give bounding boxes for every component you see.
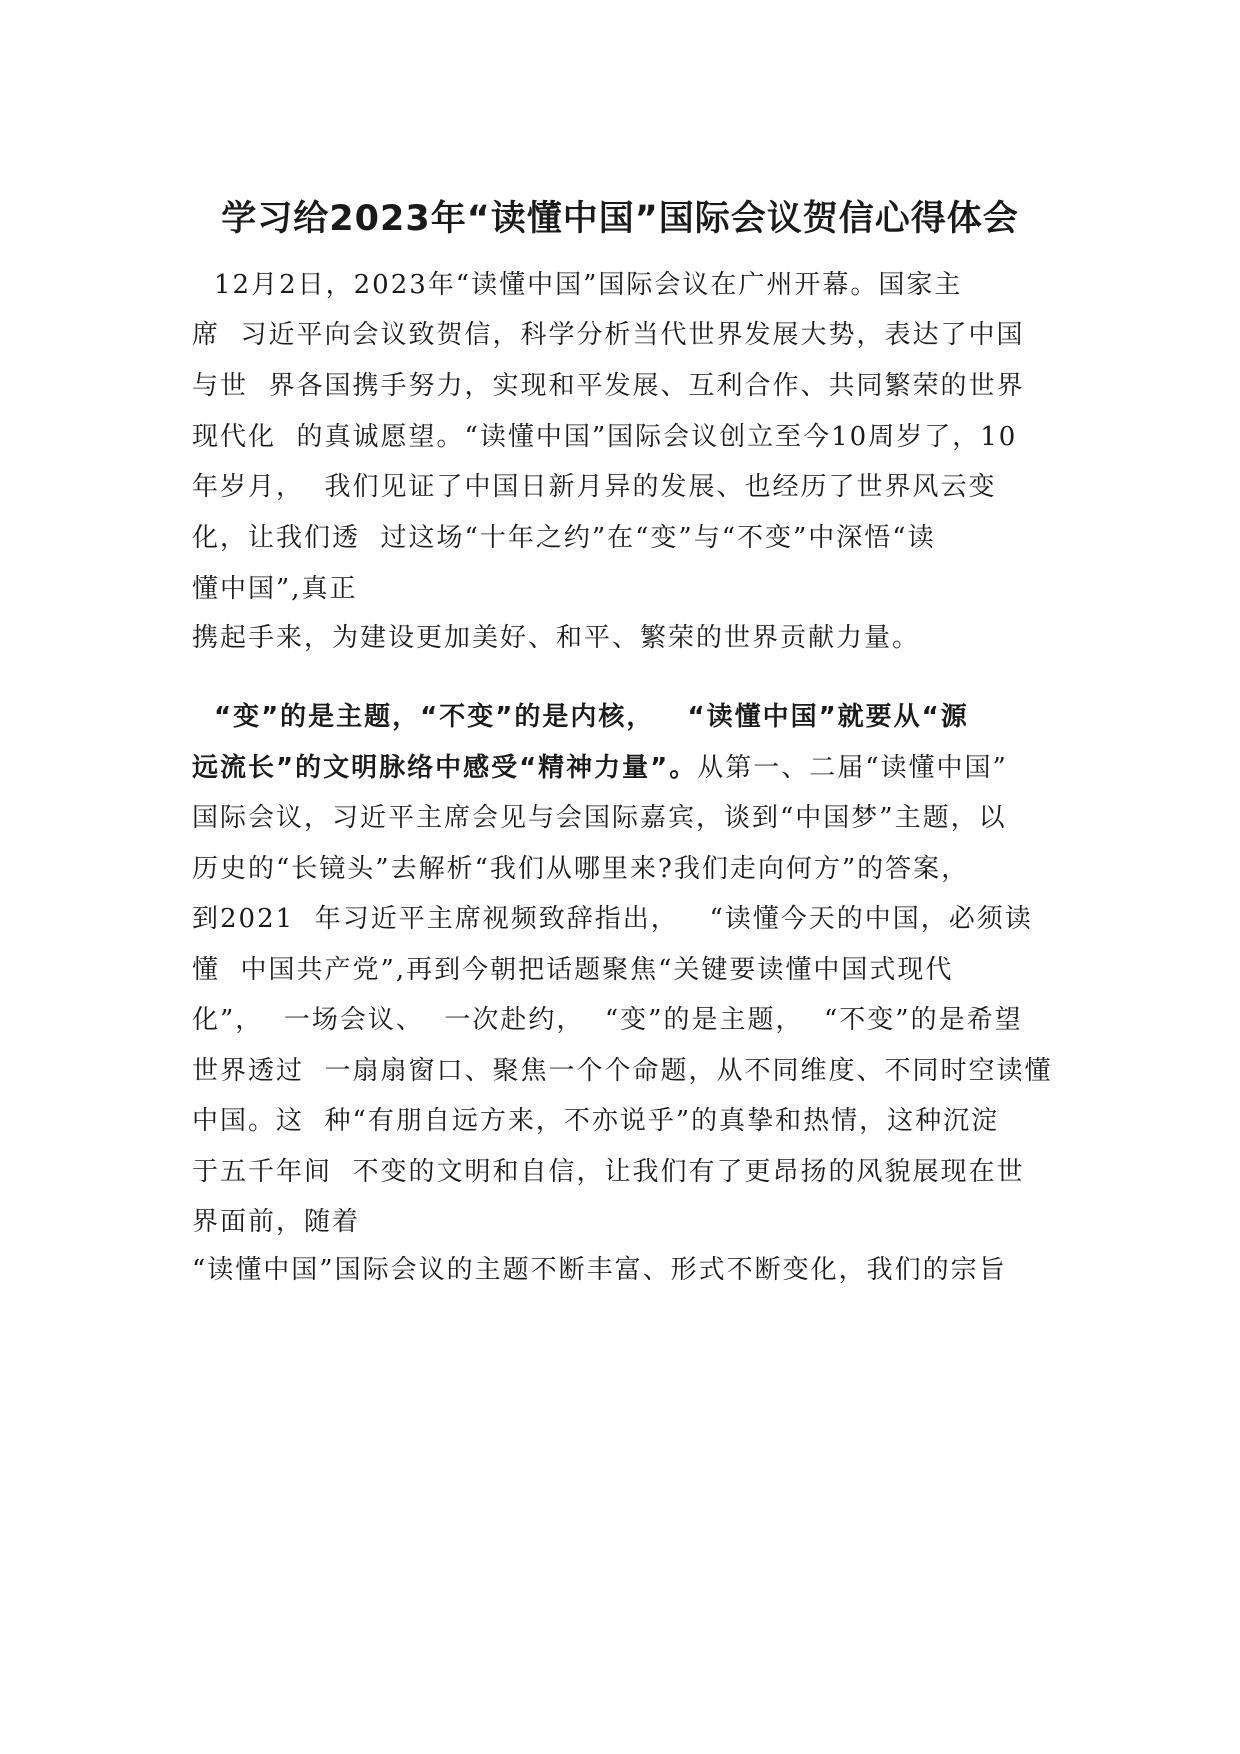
paragraph-line: 世界透过 一扇扇窗口、聚焦一个个命题，从不同维度、不同时空读懂: [192, 1056, 1053, 1086]
paragraph-line: [192, 751, 1008, 785]
paragraph-line: 于五千年间 不变的文明和自信，让我们有了更昂扬的风貌展现在世: [192, 1157, 1025, 1187]
paragraph-span: 从第一、二届“读懂中国”: [697, 753, 1008, 783]
paragraph-line: 中国。这 种“有朋自远方来，不亦说乎”的真挚和热情，这种沉淀: [192, 1106, 1000, 1136]
document-title: 学习给2023年“读懂中国”国际会议贺信心得体会: [221, 199, 1019, 239]
paragraph-line: 与世 界各国携手努力，实现和平发展、互利合作、共同繁荣的世界: [192, 371, 1025, 401]
paragraph-bold-line: “变”的是主题，“不变”的是内核， “读懂中国”就要从“源: [214, 702, 969, 732]
paragraph-line: 界面前，随着: [192, 1207, 361, 1237]
paragraph-line: 懂 中国共产党”,再到今朝把话题聚焦“关键要读懂中国式现代: [192, 955, 954, 985]
paragraph-line: 化”， 一场会议、 一次赴约， “变”的是主题， “不变”的是希望: [192, 1005, 1023, 1035]
paragraph-line: 12月2日，2023年“读懂中国”国际会议在广州开幕。国家主: [214, 270, 963, 300]
paragraph-line: 席 习近平向会议致贺信，科学分析当代世界发展大势，表达了中国: [192, 320, 1025, 350]
paragraph-line: 历史的“长镜头”去解析“我们从哪里来?我们走向何方”的答案，: [192, 854, 970, 884]
paragraph-line: 年岁月， 我们见证了中国日新月异的发展、也经历了世界风云变: [192, 472, 997, 502]
paragraph-line: “读懂中国”国际会议的主题不断丰富、形式不断变化，我们的宗旨: [192, 1255, 1007, 1285]
paragraph-line: 国际会议，习近平主席会见与会国际嘉宾，谈到“中国梦”主题，以: [192, 803, 1007, 833]
paragraph-line: 携起手来，为建设更加美好、和平、繁荣的世界贡献力量。: [192, 623, 921, 653]
paragraph-line: 到2021 年习近平主席视频致辞指出， “读懂今天的中国，必须读: [192, 904, 1033, 934]
paragraph-bold-span: 远流长”的文明脉络中感受“精神力量”。: [192, 753, 698, 783]
paragraph-line: 化，让我们透 过这场“十年之约”在“变”与“不变”中深悟“读: [192, 523, 936, 553]
paragraph-line: 现代化 的真诚愿望。“读懂中国”国际会议创立至今10周岁了，10: [192, 422, 1018, 452]
paragraph-line: 懂中国”,真正: [192, 574, 358, 604]
